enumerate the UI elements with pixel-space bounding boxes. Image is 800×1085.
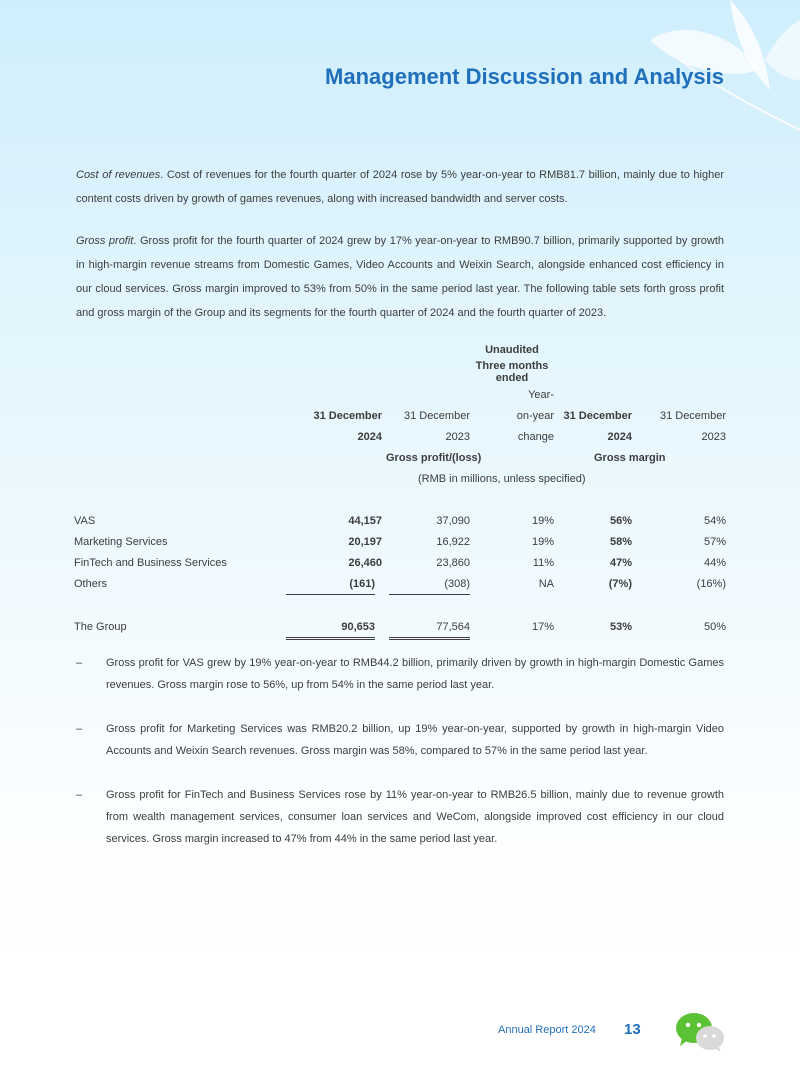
table-header-row xyxy=(74,447,726,468)
bullet-dash: – xyxy=(76,723,83,735)
column-header: 31 December xyxy=(403,409,470,422)
gp-2023-cell: 16,922 xyxy=(436,535,470,548)
table-header-row xyxy=(74,339,726,360)
table-header-row xyxy=(74,384,726,405)
column-header: 2023 xyxy=(445,430,470,443)
row-label: FinTech and Business Services xyxy=(74,556,227,569)
gm-2023-cell: 54% xyxy=(703,514,726,527)
gp-2024-cell: (161) xyxy=(286,573,382,595)
bullet-text: Gross profit for VAS grew by 19% year-on-year to RMB44.2 billion, primarily driven by growth in high-margin Domestic Games revenues. Gross margin rose to 56%, up from 54% in the same period last year. xyxy=(106,657,724,691)
gross-margin-group-label: Gross margin xyxy=(594,451,666,464)
column-header: 31 December xyxy=(313,409,382,422)
gm-2023-cell: 57% xyxy=(703,535,726,548)
gross-profit-paragraph xyxy=(76,229,724,325)
paragraph-text: . Gross profit for the fourth quarter of 2024 grew by 17% year-on-year to RMB90.7 billion, primarily supported by growth in high-margin revenue streams from Domestic Games, Video Accounts and Weixin Search, alongside enhanced cost efficiency in our cloud services. Gross margin improved to 53% from 50% in the same period last year. The following table sets forth gross profit and gross margin of the Group and its segments for the fourth quarter of 2024 and the fourth quarter of 2023. xyxy=(76,235,724,319)
paragraph-lead: Gross profit xyxy=(76,235,134,247)
row-label: Others xyxy=(74,577,108,590)
row-label: The Group xyxy=(74,621,127,634)
list-item xyxy=(76,652,724,696)
gp-2023-cell: 77,564 xyxy=(382,616,470,639)
table-row xyxy=(74,552,726,573)
gm-2024-cell: 53% xyxy=(609,621,632,634)
gm-2024-cell: 58% xyxy=(609,535,632,548)
bullet-list xyxy=(76,652,724,872)
column-header: Year- xyxy=(528,388,554,401)
column-header: 31 December xyxy=(563,409,632,422)
bullet-dash: – xyxy=(76,657,83,669)
column-header: 2023 xyxy=(701,430,726,443)
gp-2023-cell: 37,090 xyxy=(436,514,470,527)
list-item xyxy=(76,784,724,850)
column-header: change xyxy=(517,430,554,443)
table-row xyxy=(74,510,726,531)
units-label: (RMB in millions, unless specified) xyxy=(418,472,586,485)
column-header: on-year xyxy=(516,409,554,422)
gm-2023-cell: 50% xyxy=(703,621,726,634)
row-label: VAS xyxy=(74,514,96,527)
gm-2023-cell: 44% xyxy=(703,556,726,569)
bullet-text: Gross profit for FinTech and Business Services rose by 11% year-on-year to RMB26.5 billion, mainly due to revenue growth from wealth management services, consumer loan services and WeCom, alongside improved cost efficiency in our cloud services. Gross margin increased to 47% from 44% in the same period last year. xyxy=(106,789,724,845)
table-row xyxy=(74,573,726,595)
gp-2024-cell: 44,157 xyxy=(348,514,382,527)
column-header: 2024 xyxy=(607,430,632,443)
gp-2024-cell: 26,460 xyxy=(348,556,382,569)
wechat-logo-icon xyxy=(674,1010,726,1054)
yoy-cell: 19% xyxy=(531,514,554,527)
cost-of-revenues-paragraph xyxy=(76,163,724,211)
yoy-cell: 11% xyxy=(532,556,554,569)
bullet-dash: – xyxy=(76,789,83,801)
page-number: 13 xyxy=(624,1021,641,1038)
list-item xyxy=(76,718,724,762)
table-header-row xyxy=(74,360,726,384)
unaudited-label: Unaudited xyxy=(485,343,539,356)
bullet-text: Gross profit for Marketing Services was RMB20.2 billion, up 19% year-on-year, supported by growth in high-margin Video Accounts and Weixin Search revenues. Gross margin was 58%, compared to 57% in the same period last year. xyxy=(106,723,724,757)
three-months-label: Three months ended xyxy=(475,360,549,384)
gp-2023-cell: 23,860 xyxy=(436,556,470,569)
table-header-row xyxy=(74,405,726,426)
gross-profit-group-label: Gross profit/(loss) xyxy=(386,451,482,464)
gross-profit-table xyxy=(74,339,726,640)
gm-2023-cell: (16%) xyxy=(696,577,726,590)
table-row xyxy=(74,616,726,639)
gp-2024-cell: 20,197 xyxy=(348,535,382,548)
paragraph-text: . Cost of revenues for the fourth quarter of 2024 rose by 5% year-on-year to RMB81.7 billion, mainly due to higher content costs driven by growth of games revenues, along with increased bandwidth and server costs. xyxy=(76,169,724,205)
table-header-row xyxy=(74,468,726,489)
yoy-cell: NA xyxy=(538,577,554,590)
table-row xyxy=(74,531,726,552)
paragraph-lead: Cost of revenues xyxy=(76,169,161,181)
gp-2023-cell: (308) xyxy=(382,573,470,595)
page-title: Management Discussion and Analysis xyxy=(325,64,724,89)
yoy-cell: 17% xyxy=(531,621,554,634)
yoy-cell: 19% xyxy=(531,535,554,548)
footer-report-label: Annual Report 2024 xyxy=(498,1024,596,1036)
row-label: Marketing Services xyxy=(74,535,168,548)
column-header: 2024 xyxy=(357,430,382,443)
gm-2024-cell: (7%) xyxy=(608,577,632,590)
gp-2024-cell: 90,653 xyxy=(286,616,382,639)
table-header-row xyxy=(74,426,726,447)
column-header: 31 December xyxy=(659,409,726,422)
gm-2024-cell: 56% xyxy=(609,514,632,527)
gm-2024-cell: 47% xyxy=(609,556,632,569)
